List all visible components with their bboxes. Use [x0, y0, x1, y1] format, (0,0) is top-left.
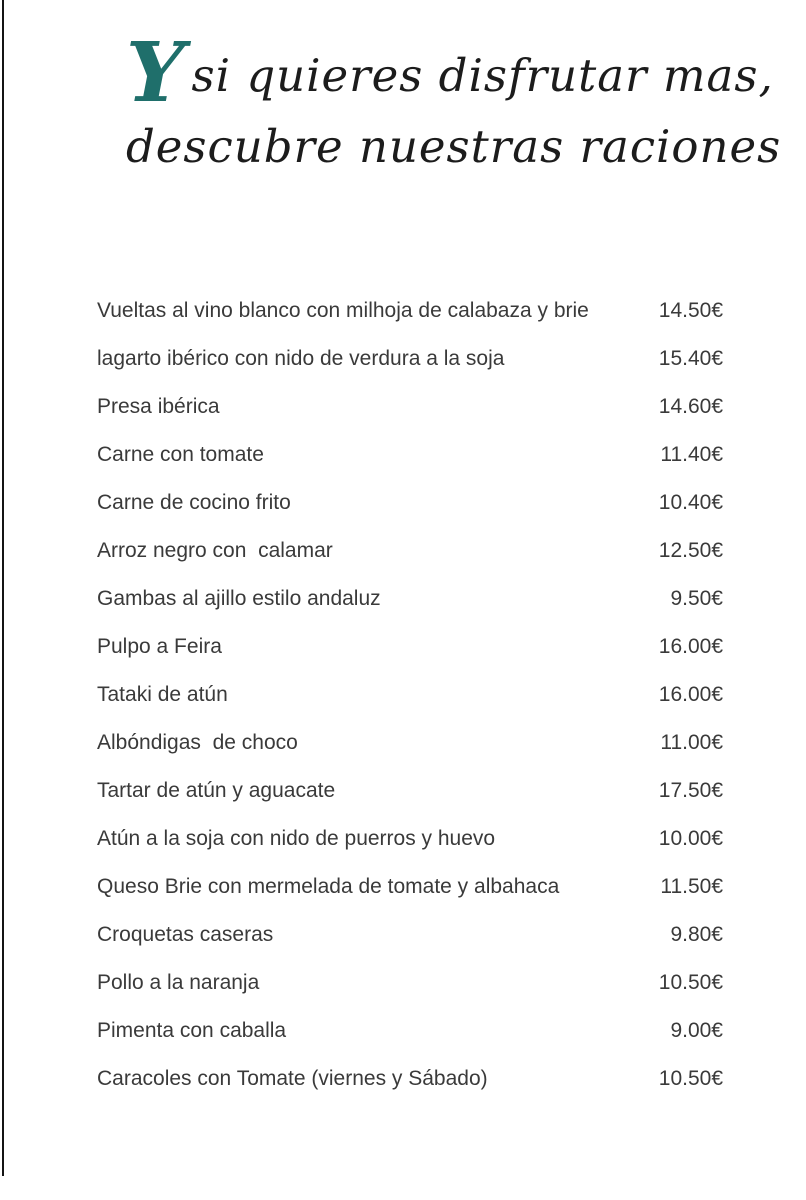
menu-item-row: [97, 623, 723, 671]
menu-item-row: [97, 671, 723, 719]
menu-item-price: 12.50€: [658, 539, 723, 562]
menu-title-line2: descubre nuestras raciones: [126, 120, 782, 173]
menu-item-row: [97, 575, 723, 623]
menu-title: [126, 25, 782, 176]
menu-item-price: 10.50€: [658, 1067, 723, 1090]
menu-item-price: 10.40€: [658, 491, 723, 514]
menu-item-price: 11.50€: [660, 875, 723, 898]
menu-item-row: [97, 719, 723, 767]
menu-item-price: 14.60€: [658, 395, 723, 418]
menu-item-name: Carne de cocino frito: [97, 491, 291, 514]
menu-item-price: 17.50€: [658, 779, 723, 802]
menu-item-row: [97, 431, 723, 479]
menu-item-row: [97, 767, 723, 815]
menu-item-price: 10.50€: [658, 971, 723, 994]
menu-item-price: 9.80€: [670, 923, 723, 946]
menu-item-row: [97, 911, 723, 959]
menu-title-line1: [126, 25, 774, 121]
menu-item-row: [97, 479, 723, 527]
menu-item-name: Pollo a la naranja: [97, 971, 260, 994]
menu-item-row: [97, 383, 723, 431]
menu-item-row: [97, 335, 723, 383]
menu-item-row: [97, 959, 723, 1007]
menu-item-name: Pimenta con caballa: [97, 1019, 287, 1042]
menu-item-price: 9.50€: [670, 587, 723, 610]
menu-item-name: Pulpo a Feira: [97, 635, 222, 658]
menu-item-row: [97, 1007, 723, 1055]
menu-item-price: 11.40€: [660, 443, 723, 466]
menu-title-initial: Y: [126, 25, 186, 121]
menu-item-name: Caracoles con Tomate (viernes y Sábado): [97, 1067, 488, 1090]
menu-title-line1-text: si quieres disfrutar mas,: [191, 49, 774, 102]
menu-item-row: [97, 1055, 723, 1103]
menu-item-row: [97, 815, 723, 863]
menu-item-name: Carne con tomate: [97, 443, 264, 466]
menu-item-name: Gambas al ajillo estilo andaluz: [97, 587, 381, 610]
menu-item-price: 14.50€: [658, 299, 723, 322]
menu-item-row: [97, 527, 723, 575]
menu-item-name: Arroz negro con calamar: [97, 539, 333, 562]
menu-item-price: 11.00€: [660, 731, 723, 754]
page-left-border: [2, 0, 4, 1176]
menu-item-name: Tataki de atún: [97, 683, 228, 706]
menu-item-name: Atún a la soja con nido de puerros y huevo: [97, 827, 496, 850]
menu-item-price: 16.00€: [658, 635, 723, 658]
menu-item-name: Presa ibérica: [97, 395, 220, 418]
menu-item-name: Queso Brie con mermelada de tomate y albahaca: [97, 875, 560, 898]
menu-item-row: [97, 287, 723, 335]
menu-item-price: 16.00€: [658, 683, 723, 706]
menu-item-name: lagarto ibérico con nido de verdura a la soja: [97, 347, 505, 370]
menu-item-name: Croquetas caseras: [97, 923, 274, 946]
menu-item-name: Vueltas al vino blanco con milhoja de calabaza y brie: [97, 299, 589, 322]
menu-list: [97, 287, 723, 1103]
menu-item-price: 15.40€: [658, 347, 723, 370]
menu-item-price: 9.00€: [670, 1019, 723, 1042]
menu-item-name: Tartar de atún y aguacate: [97, 779, 336, 802]
menu-item-price: 10.00€: [658, 827, 723, 850]
menu-item-name: Albóndigas de choco: [97, 731, 298, 754]
menu-item-row: [97, 863, 723, 911]
